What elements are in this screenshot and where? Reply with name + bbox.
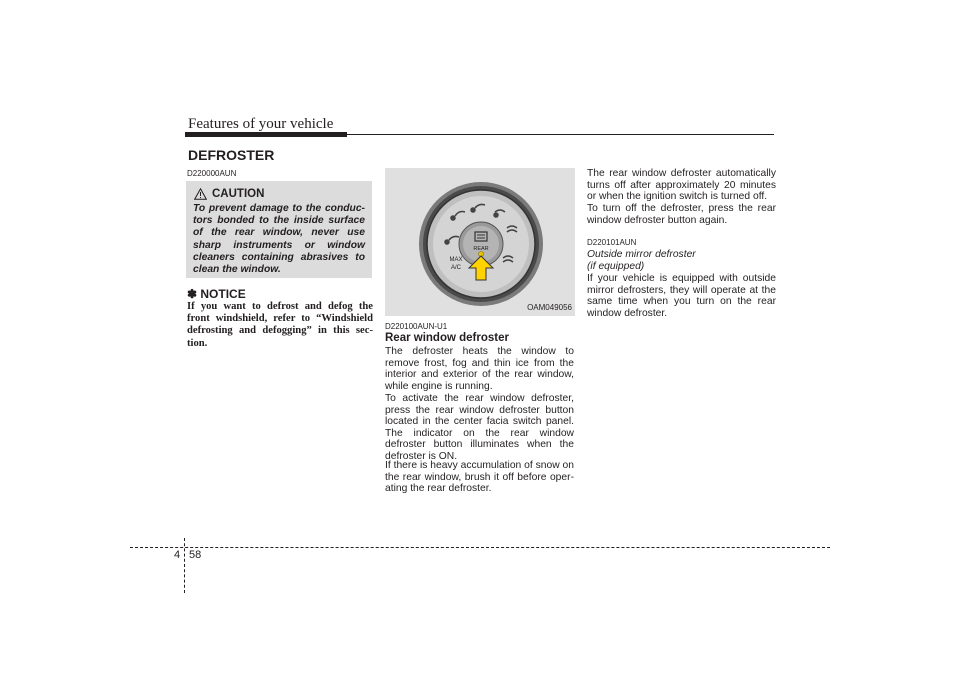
mirror-heading [587, 249, 696, 272]
section-title: DEFROSTER [188, 147, 275, 163]
running-header: Features of your vehicle [188, 116, 334, 132]
rear-label: REAR [473, 246, 489, 252]
warning-triangle-icon [194, 188, 207, 200]
caution-header [194, 188, 264, 200]
footer-divider [184, 538, 185, 593]
header-bar [185, 132, 347, 137]
rear-defroster-heading: Rear window defroster [385, 332, 509, 344]
notice-text: If you want to defrost and defog the front windshield, refer to “Windshield defrosting and defogging” in this sec-tion. [187, 301, 373, 349]
rear-defroster-code: D220100AUN-U1 [385, 322, 448, 331]
max-label: MAX [449, 257, 463, 263]
mirror-heading-title: Outside mirror defroster [587, 249, 696, 260]
header-rule [347, 134, 774, 135]
footer-rule [130, 547, 830, 548]
section-code: D220000AUN [187, 169, 237, 178]
page-number: 58 [189, 549, 202, 561]
climate-control-figure [385, 168, 575, 316]
mirror-heading-sub: (if equipped) [587, 260, 645, 272]
defroster-knob-illustration [385, 168, 575, 316]
rear-defroster-para-1: The defroster heats the window to remove frost, fog and thin ice from the interior and exterior of the rear window, while engine is running. [385, 346, 574, 392]
auto-off-para: The rear window defroster automatically turns off after approximately 20 minutes or when the ignition switch is turned off. [587, 168, 776, 202]
rear-defroster-para-2: To activate the rear window defroster, press the rear window defroster button located in the center facia switch panel. The indicator on the rear window defroster button illuminates when the defroster is ON. [385, 393, 574, 462]
figure-code: OAM049056 [527, 303, 572, 312]
rear-defroster-para-3: If there is heavy accumulation of snow on the rear window, brush it off before oper-ating the rear defroster. [385, 460, 574, 494]
turn-off-para: To turn off the defroster, press the rear window defroster button again. [587, 203, 776, 226]
mirror-code: D220101AUN [587, 238, 637, 247]
mirror-para: If your vehicle is equipped with outside mirror defrosters, they will operate at the same time when you turn on the rear window defroster. [587, 273, 776, 319]
chapter-number: 4 [174, 549, 181, 561]
caution-title: CAUTION [212, 188, 265, 200]
notice-title: ✽ NOTICE [187, 287, 246, 301]
ac-label: A/C [450, 265, 462, 271]
caution-text: To prevent damage to the conduc-tors bonded to the inside surface of the rear window, never use sharp instruments or window cleaners containing abrasives to clean the window. [193, 203, 365, 276]
